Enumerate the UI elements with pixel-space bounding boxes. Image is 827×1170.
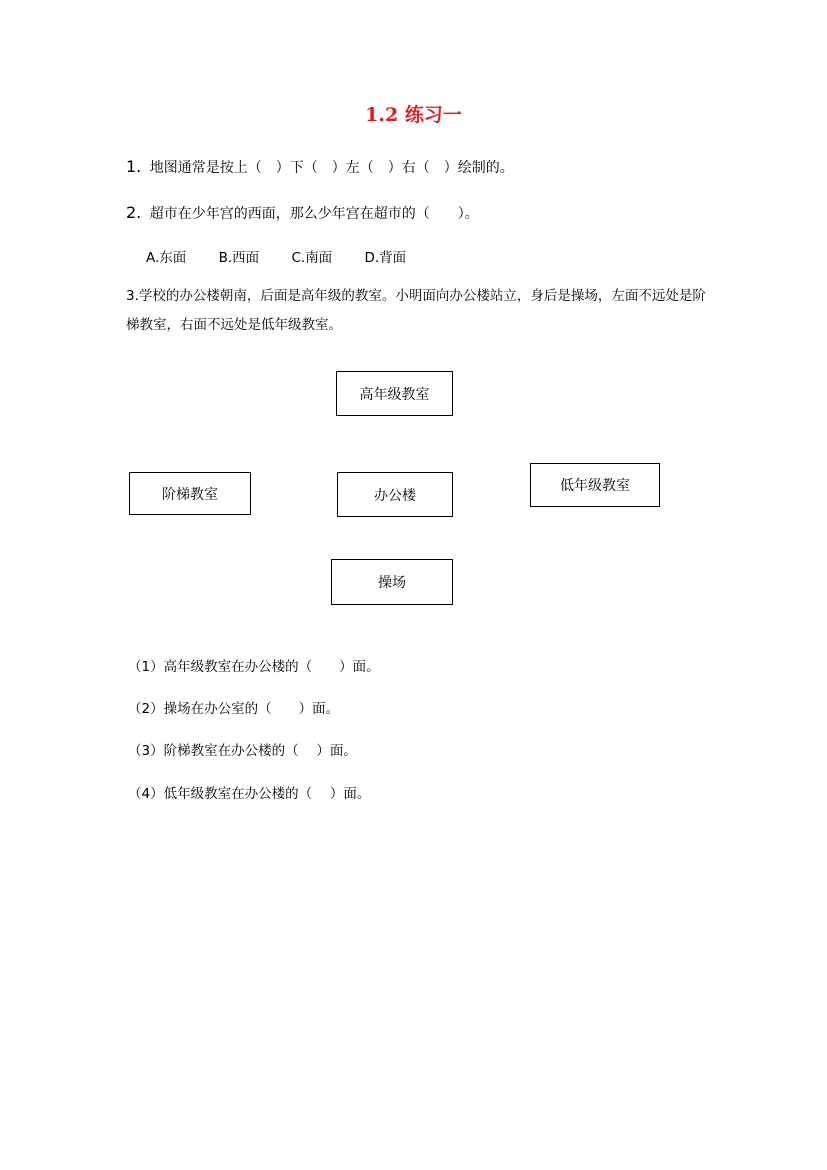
box-office-building-label: 办公楼 xyxy=(374,487,416,504)
box-lecture-hall-label: 阶梯教室 xyxy=(162,486,218,503)
box-senior-classroom xyxy=(336,371,453,416)
choice-d: D.背面 xyxy=(364,250,407,266)
page-title: 1.2 练习一 xyxy=(365,104,462,126)
sub-question-2: （2）操场在办公室的（ ）面。 xyxy=(128,701,340,717)
box-playground-label: 操场 xyxy=(378,575,406,591)
sub-question-3: （3）阶梯教室在办公楼的（ ）面。 xyxy=(128,743,357,759)
box-senior-classroom-label: 高年级教室 xyxy=(359,386,430,403)
question-2 xyxy=(126,203,479,223)
question-2-text: 超市在少年宫的西面，那么少年宫在超市的（ ）。 xyxy=(149,206,479,222)
choice-b: B.西面 xyxy=(218,250,260,266)
question-2-number: 2. xyxy=(126,203,142,222)
box-junior-classroom xyxy=(530,463,660,507)
question-2-choices xyxy=(146,246,434,266)
sub-question-1: （1）高年级教室在办公楼的（ ）面。 xyxy=(128,659,380,675)
question-1-number: 1. xyxy=(126,157,142,176)
box-playground xyxy=(331,559,453,605)
question-1 xyxy=(126,157,514,177)
choice-a: A.东面 xyxy=(146,250,187,266)
choice-c: C.南面 xyxy=(291,250,333,266)
box-lecture-hall xyxy=(129,472,251,515)
question-3-text: 3.学校的办公楼朝南，后面是高年级的教室。小明面向办公楼站立，身后是操场，左面不远处是阶梯教室，右面不远处是低年级教室。 xyxy=(126,288,706,333)
box-office-building xyxy=(337,472,453,517)
sub-question-4: （4）低年级教室在办公楼的（ ）面。 xyxy=(128,786,371,802)
question-1-text: 地图通常是按上（ ）下（ ）左（ ）右（ ）绘制的。 xyxy=(149,160,514,176)
box-junior-classroom-label: 低年级教室 xyxy=(560,478,630,494)
